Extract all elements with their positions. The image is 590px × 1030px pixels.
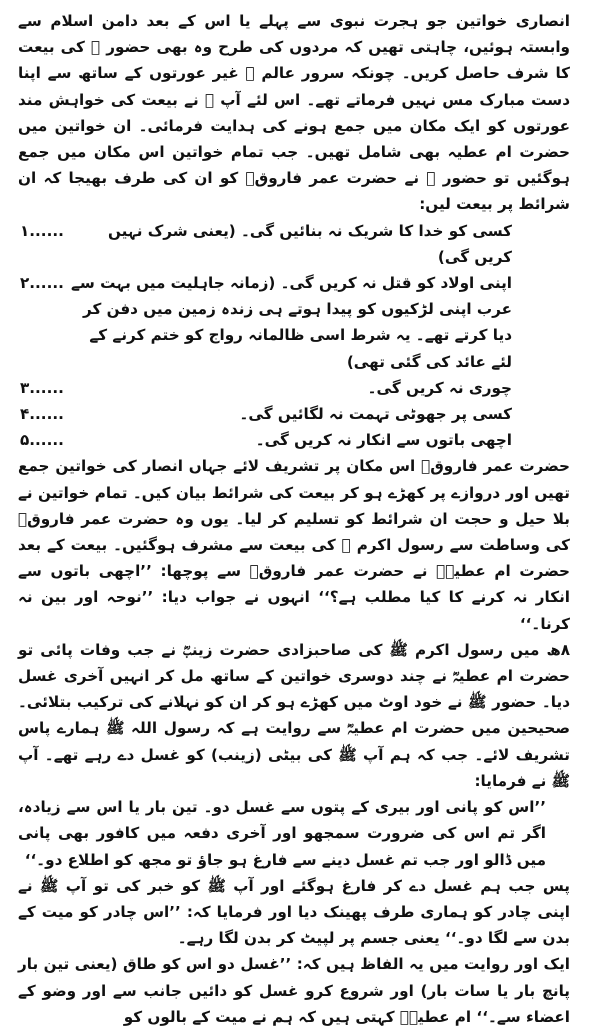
prophet-quote: ’’اس کو پانی اور بیری کے پتوں سے غسل دو۔ تین بار یا اس سے زیادہ، اگر تم اس کی ضرورت سمجھو اور آخری دفعہ میں کافور بھی پانی میں ڈالو اور جب تم غسل دینے سے فارغ ہو جاؤ تو مجھ کو اطلاع دو۔‘‘ bbox=[18, 798, 546, 869]
list-item bbox=[18, 375, 570, 401]
list-item-text: اچھی باتوں سے انکار نہ کریں گی۔ bbox=[255, 431, 512, 450]
list-item-text: کسی پر جھوٹی تہمت نہ لگائیں گی۔ bbox=[239, 405, 512, 424]
list-item-number: ۱...... bbox=[20, 221, 64, 240]
list-item-number: ۳...... bbox=[20, 378, 64, 397]
pledge-paragraph: حضرت عمر فاروقؓ اس مکان پر تشریف لائے جہاں انصار کی خواتین جمع تھیں اور دروازے پر کھڑے ہو کر بیعت کی شرائط بیان کیں۔ تمام خواتین نے بلا حیل و حجت ان شرائط کو تسلیم کر لیا۔ یوں وہ حضرت عمر فاروقؓ کی وساطت سے رسول اکرم ﷺ کی بیعت سے مشرف ہوگئیں۔ بیعت کے بعد حضرت ام عطیہؓ نے حضرت عمر فاروقؓ سے پوچھا: ’’اچھی باتوں سے انکار نہ کرنے کا کیا مطلب ہے؟‘‘ انہوں نے جواب دیا: ’’نوحہ اور بین نہ کرنا۔‘‘ bbox=[18, 457, 570, 633]
list-item-text: اپنی اولاد کو قتل نہ کریں گی۔ (زمانہ جاہلیت میں بہت سے عرب اپنی لڑکیوں کو پیدا ہوتے ہی زندہ زمین میں دفن کر دیا کرتے تھے۔ یہ شرط اسی ظالمانہ رواج کو ختم کرنے کے لئے عائد کی گئی تھی) bbox=[71, 274, 512, 371]
list-item-number: ۴...... bbox=[20, 405, 64, 424]
pledge-conditions-list bbox=[18, 218, 570, 454]
list-item bbox=[18, 218, 570, 270]
shroud-paragraph: پس جب ہم غسل دے کر فارغ ہوگئے اور آپ ﷺ کو خبر کی تو آپ ﷺ نے اپنی چادر کو ہماری طرف پھینک دیا اور فرمایا کہ: ’’اس چادر کو میت کے بدن سے لگا دو۔‘‘ یعنی جسم پر لپیٹ کر بدن لگا رہے۔ bbox=[18, 876, 570, 948]
list-item-number: ۲...... bbox=[20, 274, 64, 293]
list-item bbox=[18, 401, 570, 427]
narration-paragraph: ایک اور روایت میں یہ الفاظ ہیں کہ: ’’غسل دو اس کو طاق (یعنی تین بار پانچ بار یا سات بار) اور شروع کرو غسل کو دائیں جانب سے اور وضو کے اعضاء سے۔‘‘ ام عطیہؓ کہتی ہیں کہ ہم نے میت کے بالوں کو bbox=[18, 955, 570, 1026]
list-item-text: کسی کو خدا کا شریک نہ بنائیں گی۔ (یعنی شرک نہیں کریں گی) bbox=[107, 221, 512, 266]
zainab-paragraph: ۸ھ میں رسول اکرم ﷺ کی صاحبزادی حضرت زینبؓ نے جب وفات پائی تو حضرت ام عطیہؓ نے چند دوسری خواتین کے ساتھ مل کر انہیں آخری غسل دیا۔ حضور ﷺ نے خود اوٹ میں کھڑے ہو کر ان کو نہلانے کی ترکیب بتلائی۔ صحیحین میں حضرت ام عطیہؓ سے روایت ہے کہ رسول اللہ ﷺ ہمارے پاس تشریف لائے۔ جب کہ ہم آپ ﷺ کی بیٹی (زینب) کو غسل دے رہے تھے۔ آپ ﷺ نے فرمایا: bbox=[18, 640, 570, 790]
list-item-number: ۵...... bbox=[20, 431, 64, 450]
list-item bbox=[18, 270, 570, 375]
list-item bbox=[18, 427, 570, 453]
list-item-text: چوری نہ کریں گی۔ bbox=[367, 378, 512, 397]
intro-paragraph: انصاری خواتین جو ہجرت نبوی سے پہلے یا اس کے بعد دامن اسلام سے وابستہ ہوئیں، چاہتی تھیں کہ مردوں کی طرح وہ بھی حضور ﷺ کی بیعت کا شرف حاصل کریں۔ چونکہ سرور عالم ﷺ غیر عورتوں کے ساتھ سے اپنا دست مبارک مس نہیں فرماتے تھے۔ اس لئے آپ ﷺ نے بیعت کی خواہش مند عورتوں کو ایک مکان میں جمع ہونے کی ہدایت فرمائی۔ ان خواتین میں حضرت ام عطیہ بھی شامل تھیں۔ جب تمام خواتین اس مکان میں جمع ہوگئیں تو حضور ﷺ نے حضرت عمر فاروقؓ کو ان کی طرف بھیجا کہ ان شرائط پر بیعت لیں: bbox=[18, 12, 570, 214]
